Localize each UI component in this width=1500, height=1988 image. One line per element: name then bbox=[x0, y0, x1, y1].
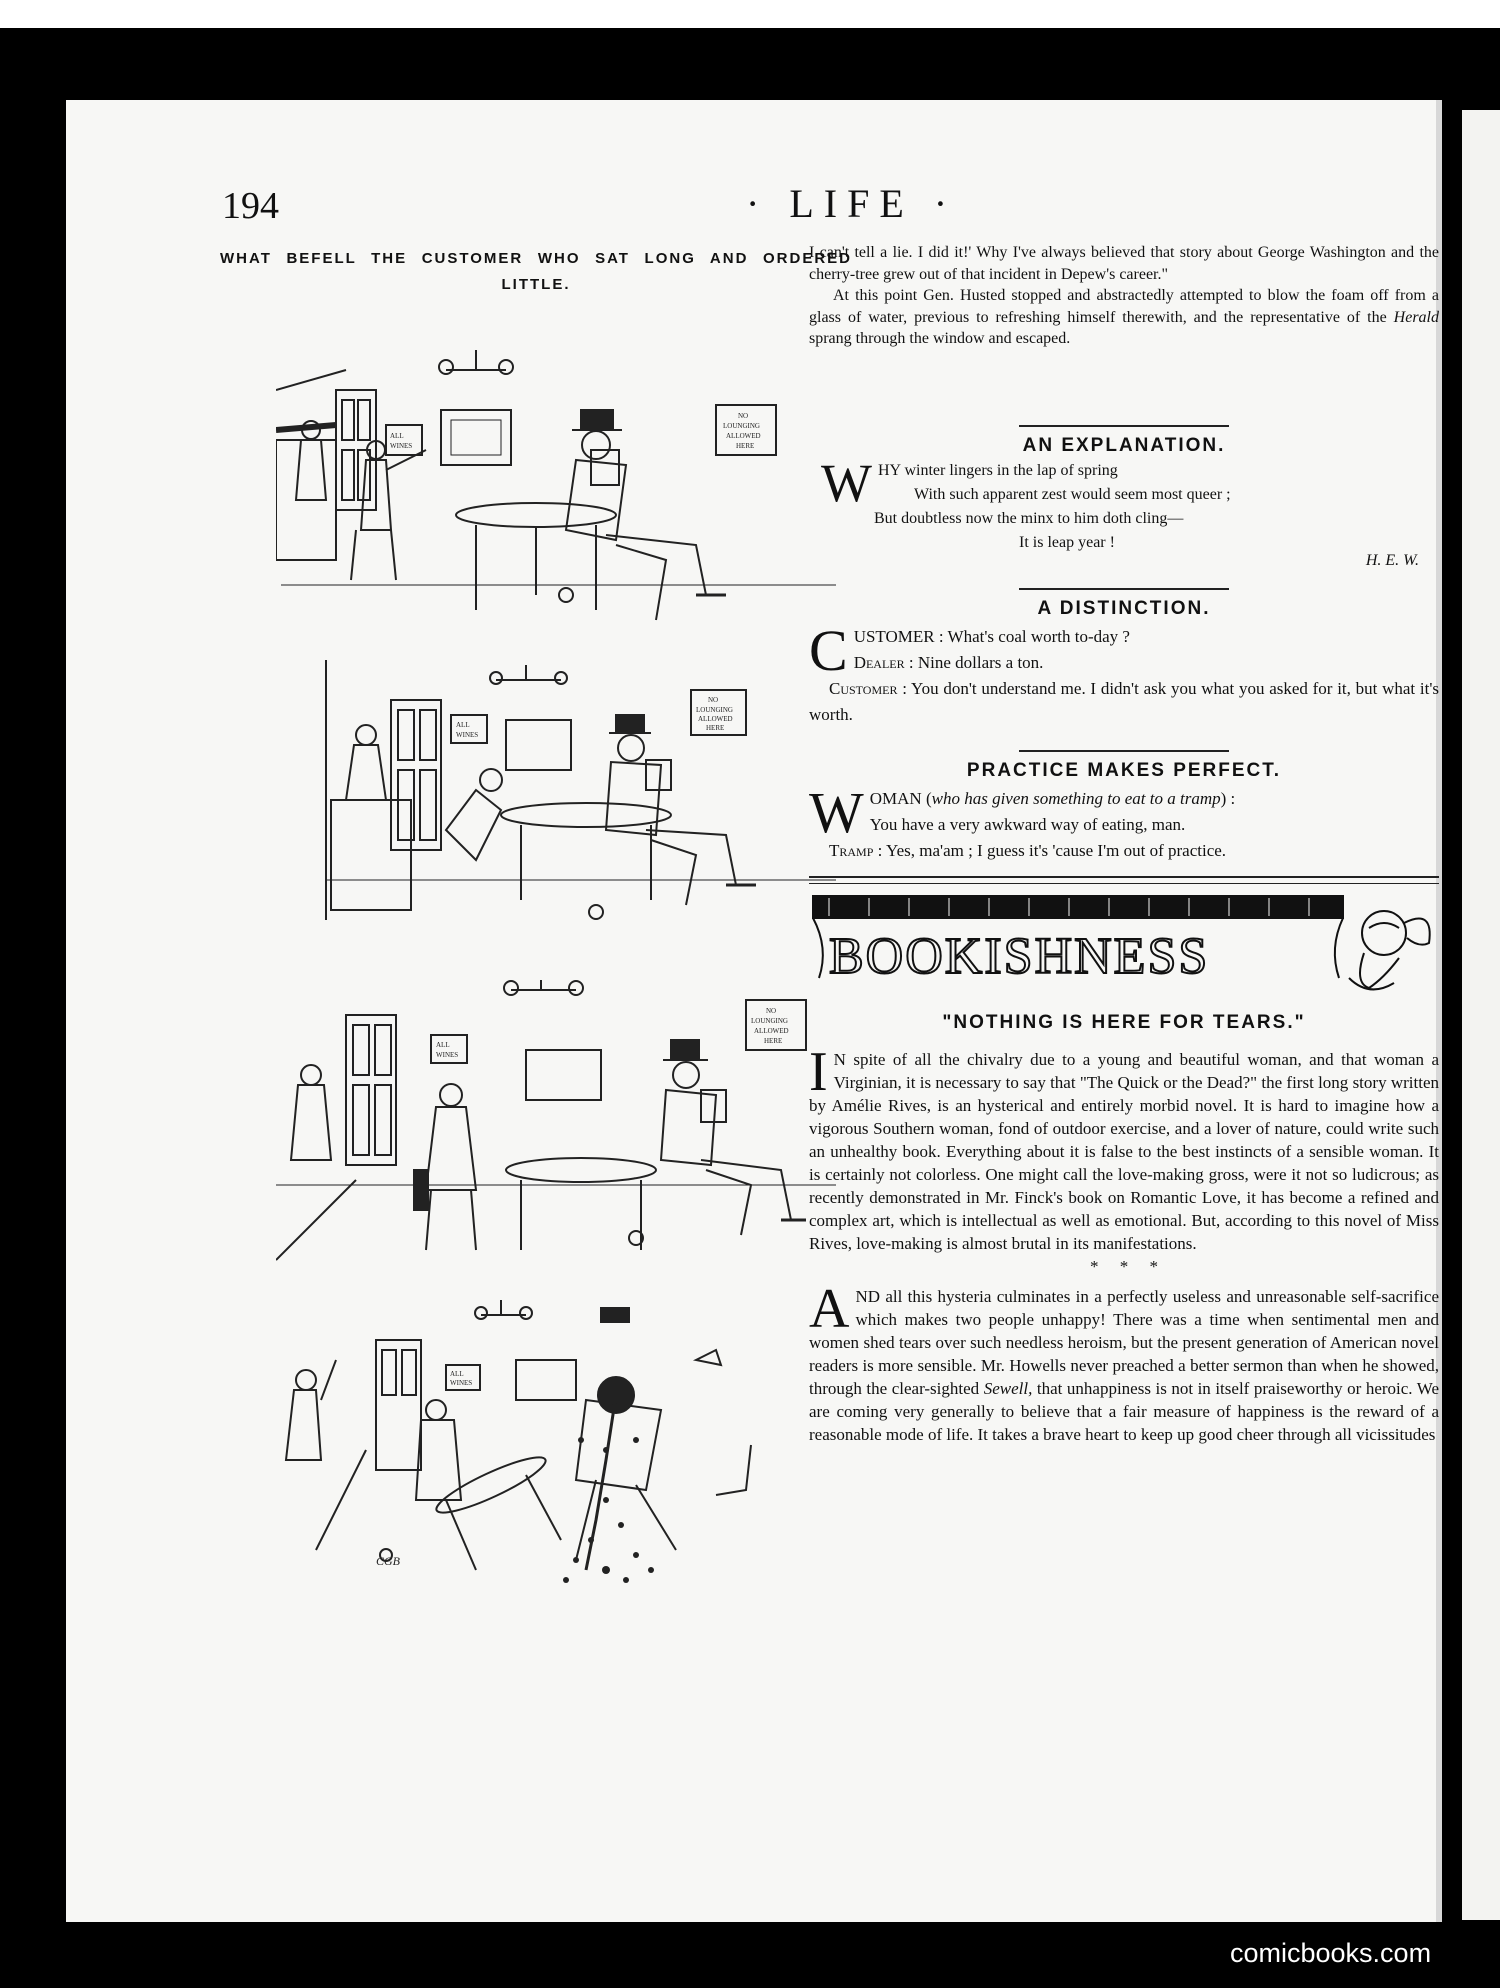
svg-text:ALLOWED: ALLOWED bbox=[726, 432, 761, 440]
svg-text:HERE: HERE bbox=[736, 442, 755, 450]
banner-title: BOOKISHNESS bbox=[829, 928, 1210, 985]
masthead: · LIFE · bbox=[746, 181, 958, 226]
distinction-heading: A DISTINCTION. bbox=[1037, 598, 1211, 619]
bookishness-banner bbox=[809, 888, 1439, 1003]
svg-text:ALLOWED: ALLOWED bbox=[698, 715, 733, 723]
watermark: comicbooks.com bbox=[1230, 1938, 1432, 1968]
sign-all-wines-text-2: ALL bbox=[456, 721, 470, 729]
cartoon-panel-1 bbox=[276, 330, 836, 630]
svg-text:LOUNGING: LOUNGING bbox=[723, 422, 760, 430]
sign-no-lounging-text-1: NO bbox=[738, 412, 749, 420]
section-rule bbox=[1019, 588, 1229, 590]
magazine-page bbox=[66, 100, 1442, 1922]
drop-cap: C bbox=[809, 618, 848, 683]
svg-text:LOUNGING: LOUNGING bbox=[696, 706, 733, 714]
asterism: * * * bbox=[1090, 1257, 1158, 1276]
svg-text:LOUNGING: LOUNGING bbox=[751, 1017, 788, 1025]
sign-all-wines-text-4: ALL bbox=[450, 1370, 464, 1378]
explanation-heading: AN EXPLANATION. bbox=[1022, 435, 1226, 456]
double-rule bbox=[809, 876, 1439, 884]
explanation-signature: H. E. W. bbox=[1365, 552, 1419, 569]
svg-text:WINES: WINES bbox=[450, 1379, 473, 1387]
explanation-verse: WHY winter lingers in the lap of spring With such apparent zest would seem most queer ; But doubtless now the minx to him doth cling— It is leap year ! H. E. W. bbox=[809, 459, 1439, 573]
bookishness-article bbox=[809, 1012, 1439, 1446]
page-number: 194 bbox=[222, 185, 279, 227]
explanation-section bbox=[809, 425, 1439, 573]
svg-text:WINES: WINES bbox=[456, 731, 479, 739]
distinction-section: A DISTINCTION. CUSTOMER : What's coal worth to-day ? Dealer : Nine dollars a ton. Customer : You don't understand me. I didn't ask you what you asked for it, but what it's worth. bbox=[809, 588, 1439, 728]
article-heading: "NOTHING IS HERE FOR TEARS." bbox=[942, 1012, 1306, 1033]
story-para-2: At this point Gen. Husted stopped and abstractedly attempted to blow the foam off from a glass of water, previous to refreshing himself therewith, and the representative of the Herald sprang through the window and escaped. bbox=[809, 287, 1439, 347]
article-para-1: I N spite of all the chivalry due to a young and beautiful woman, and that woman a Virginian, it is necessary to say that "The Quick or the Dead?" the first long story written by Amélie Rives, is an hysterical and entirely morbid novel. It is hard to imagine how a vigorous Southern woman, fond of outdoor exercise, and a lover of nature, could write such an unhealthy book. Everything about it is false to the best instincts of a sensible woman. It is certainly not colorless. One might call the love-making gross, were it not so ludicrous; as recently demonstrated in Mr. Finck's book on Romantic Love, it has become a refined and complex art, which is intellectual as well as emotional. But, according to this novel of Miss Rives, love-making is almost brutal in its manifestations. bbox=[809, 1041, 1439, 1253]
page-edge bbox=[1436, 100, 1442, 1922]
section-rule bbox=[1019, 425, 1229, 427]
sign-all-wines-text-3: ALL bbox=[436, 1041, 450, 1049]
story-text: I can't tell a lie. I did it!' Why I've always believed that story about George Washington and the cherry-tree grew out of that incident in Depew's career." bbox=[809, 244, 1439, 283]
svg-text:WINES: WINES bbox=[390, 442, 413, 450]
svg-text:WINES: WINES bbox=[436, 1051, 459, 1059]
sign-no-lounging-text-3: NO bbox=[766, 1007, 777, 1015]
cartoon-panel-4 bbox=[276, 1300, 836, 1590]
section-rule bbox=[1019, 750, 1229, 752]
cartoon-panel-3 bbox=[276, 980, 836, 1270]
svg-text:ALLOWED: ALLOWED bbox=[754, 1027, 789, 1035]
cartoon-title: WHAT BEFELL THE CUSTOMER WHO SAT LONG AND ORDERED LITTLE. bbox=[220, 250, 852, 293]
practice-heading: PRACTICE MAKES PERFECT. bbox=[966, 760, 1282, 781]
cartoon-panel-2 bbox=[276, 660, 836, 950]
svg-text:HERE: HERE bbox=[764, 1037, 783, 1045]
artist-signature: CGB bbox=[376, 1554, 400, 1568]
drop-cap: W bbox=[821, 453, 872, 513]
svg-text:HERE: HERE bbox=[706, 724, 725, 732]
adjacent-page-edge bbox=[1462, 110, 1500, 1920]
sign-no-lounging-text-2: NO bbox=[708, 696, 719, 704]
article-para-2: AND all this hysteria culminates in a perfectly useless and unreasonable self-sacrifice which makes two people unhappy! There was a time when sentimental men and women shed tears over such needless heroism, but the present generation of American novel readers is more sensible. Mr. Howells never preached a better sermon than when he showed, through the clear-sighted Sewell, that unhappiness is not in itself praiseworthy or heroic. We are coming very generally to believe that a fair measure of happiness is the reward of a reasonable mode of life. It takes a brave heart to keep up good cheer through all vicissitudes bbox=[809, 1278, 1440, 1444]
scan-top-strip bbox=[0, 0, 1500, 28]
sign-all-wines-text-1: ALL bbox=[390, 432, 404, 440]
practice-section: PRACTICE MAKES PERFECT. WOMAN (who has given something to eat to a tramp) : You have a very awkward way of eating, man. Tramp : Yes, ma'am ; I guess it's 'cause I'm out of practice. bbox=[809, 750, 1439, 864]
drop-cap: W bbox=[809, 780, 864, 845]
story-continuation bbox=[809, 242, 1439, 350]
